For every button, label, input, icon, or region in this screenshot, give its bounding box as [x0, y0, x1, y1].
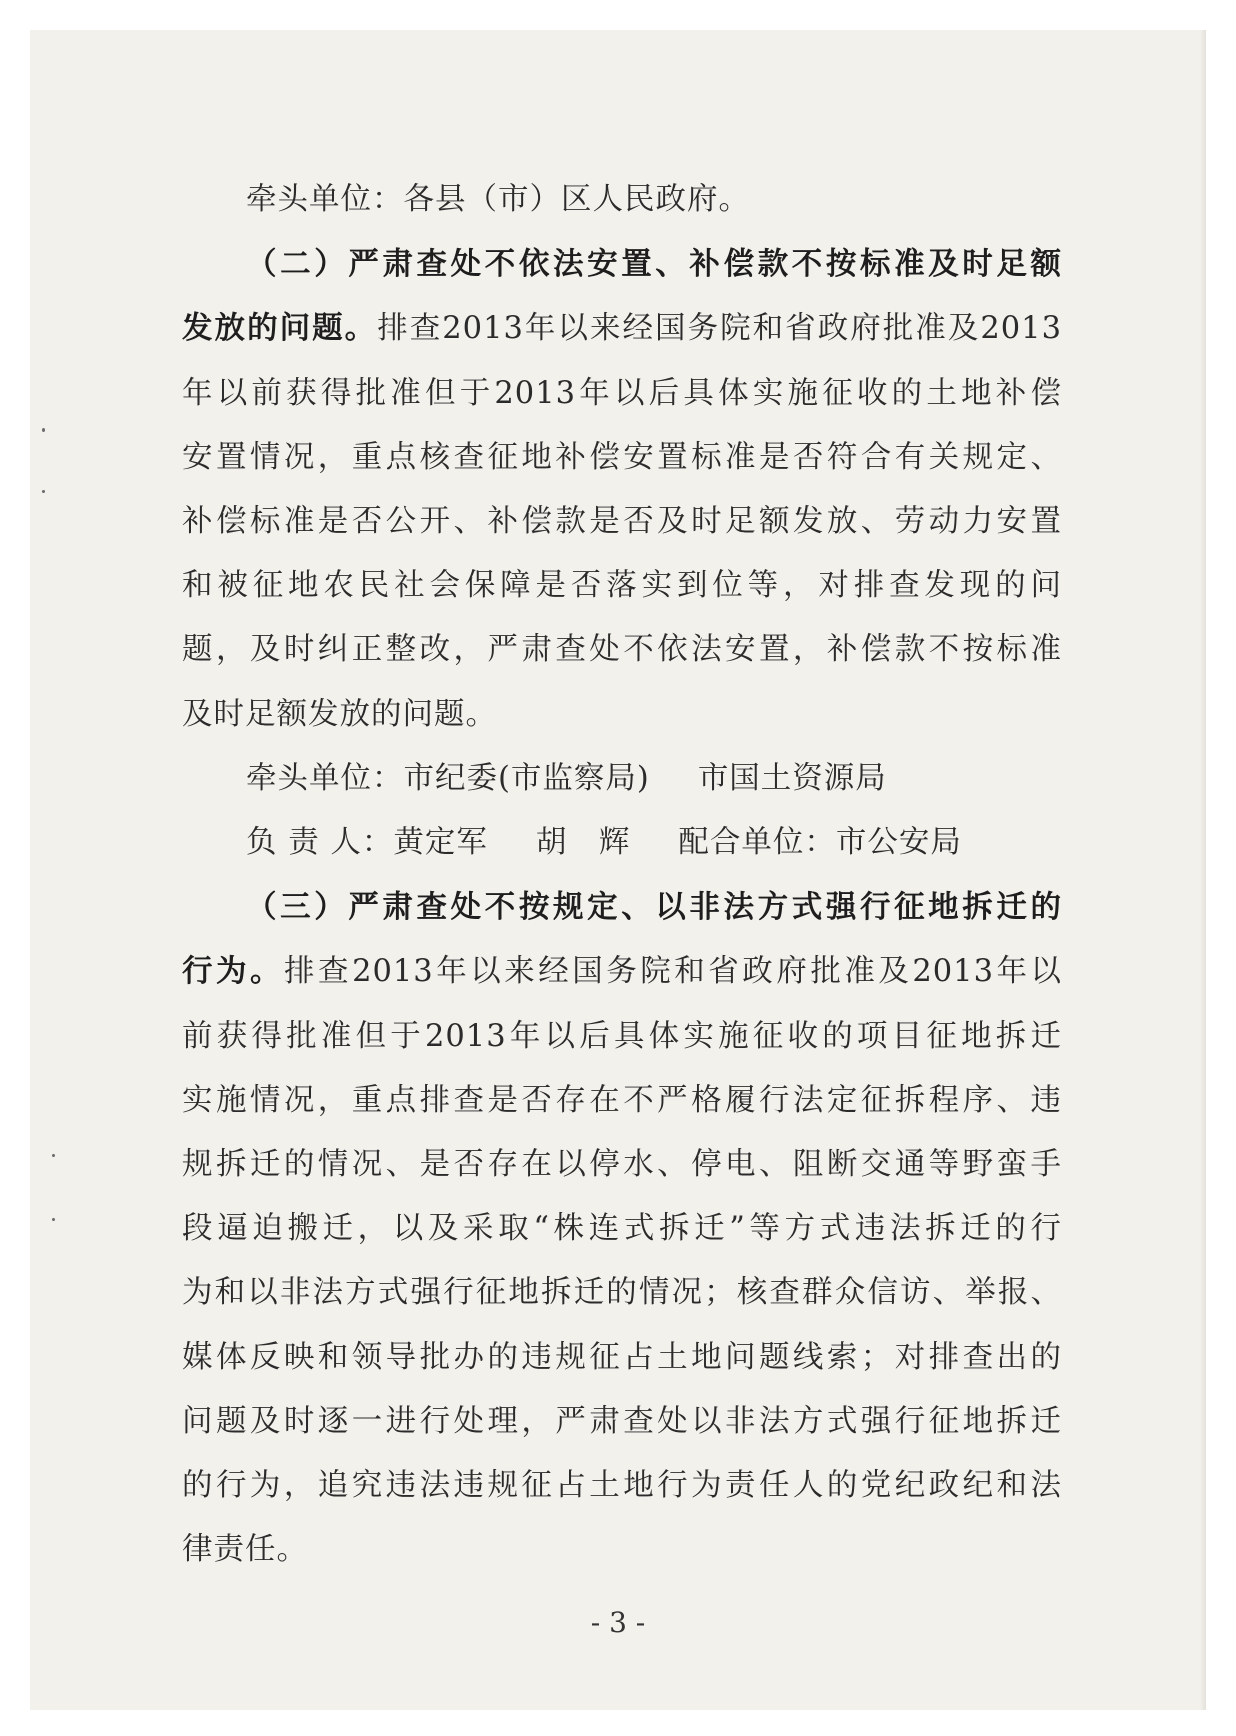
section-3-body-line: 前获得批准但于2013年以后具体实施征收的项目征地拆迁 [182, 1018, 1062, 1054]
section-3-body-line: 段逼迫搬迁，以及采取“株连式拆迁”等方式违法拆迁的行 [182, 1211, 1062, 1247]
responsible-b: 胡 辉 [535, 825, 631, 861]
section-3-body-line: 媒体反映和领导批办的违规征占土地问题线索；对排查出的 [182, 1339, 1062, 1375]
cooperate-value: 市公安局 [835, 825, 962, 861]
section-2-responsible [182, 811, 1062, 875]
scan-speck [42, 490, 45, 493]
scan-edge [1200, 30, 1206, 1710]
lead-unit-line: 牵头单位：各县（市）区人民政府。 [246, 182, 750, 217]
section-3-title-line-2 [182, 939, 1062, 1004]
lead-unit-b: 市国土资源局 [697, 760, 887, 796]
scan-speck [52, 1154, 55, 1157]
section-2-lead-unit [182, 747, 1062, 811]
section-3-body-line: 实施情况，重点排查是否存在不严格履行法定征拆程序、违 [182, 1082, 1062, 1118]
section-3-body-line: 为和以非法方式强行征地拆迁的情况；核查群众信访、举报、 [182, 1275, 1062, 1311]
section-3-title: （三）严肃查处不按规定、以非法方式强行征地拆迁的 [246, 889, 1062, 926]
section-2-body-line: 和被征地农民社会保障是否落实到位等，对排查发现的问 [182, 568, 1062, 604]
cooperate-label: 配合单位： [678, 825, 836, 861]
document-page [30, 30, 1206, 1710]
section-2-title: （二）严肃查处不依法安置、补偿款不按标准及时足额 [246, 246, 1062, 283]
lead-unit-label: 牵头单位： [246, 760, 404, 796]
responsible-label: 负 责 人： [246, 825, 394, 861]
section-3-body-line: 规拆迁的情况、是否存在以停水、停电、阻断交通等野蛮手 [182, 1147, 1062, 1183]
lead-unit-a: 市纪委(市监察局) [403, 760, 650, 796]
scan-speck [52, 1218, 55, 1221]
section-2-title-end: 发放的问题。 [182, 310, 378, 347]
responsible-a: 黄定军 [393, 825, 488, 861]
section-2-body-line: 年以前获得批准但于2013年以后具体实施征收的土地补偿 [182, 375, 1062, 411]
section-3-body-line: 的行为，追究违法违规征占土地行为责任人的党纪政纪和法 [182, 1468, 1062, 1504]
scan-speck [42, 428, 45, 432]
section-3-body-line: 问题及时逐一进行处理，严肃查处以非法方式强行征地拆迁 [182, 1403, 1062, 1439]
section-2-body-line: 补偿标准是否公开、补偿款是否及时足额发放、劳动力安置 [182, 504, 1062, 540]
body-text [182, 168, 1062, 1582]
section-2-title-line-2 [182, 296, 1062, 361]
section-3-body-line: 律责任。 [182, 1532, 308, 1568]
section-2-body-line: 安置情况，重点核查征地补偿安置标准是否符合有关规定、 [182, 439, 1062, 475]
section-3-text: 排查2013年以来经国务院和省政府批准及2013年以 [284, 954, 1062, 990]
section-3-title-end: 行为。 [182, 953, 285, 990]
page-number: - 3 - [590, 1606, 646, 1639]
section-2-body-line: 及时足额发放的问题。 [182, 696, 497, 732]
section-2-body-line: 题，及时纠正整改，严肃查处不依法安置，补偿款不按标准 [182, 632, 1062, 668]
section-2-text: 排查2013年以来经国务院和省政府批准及2013 [377, 311, 1062, 347]
